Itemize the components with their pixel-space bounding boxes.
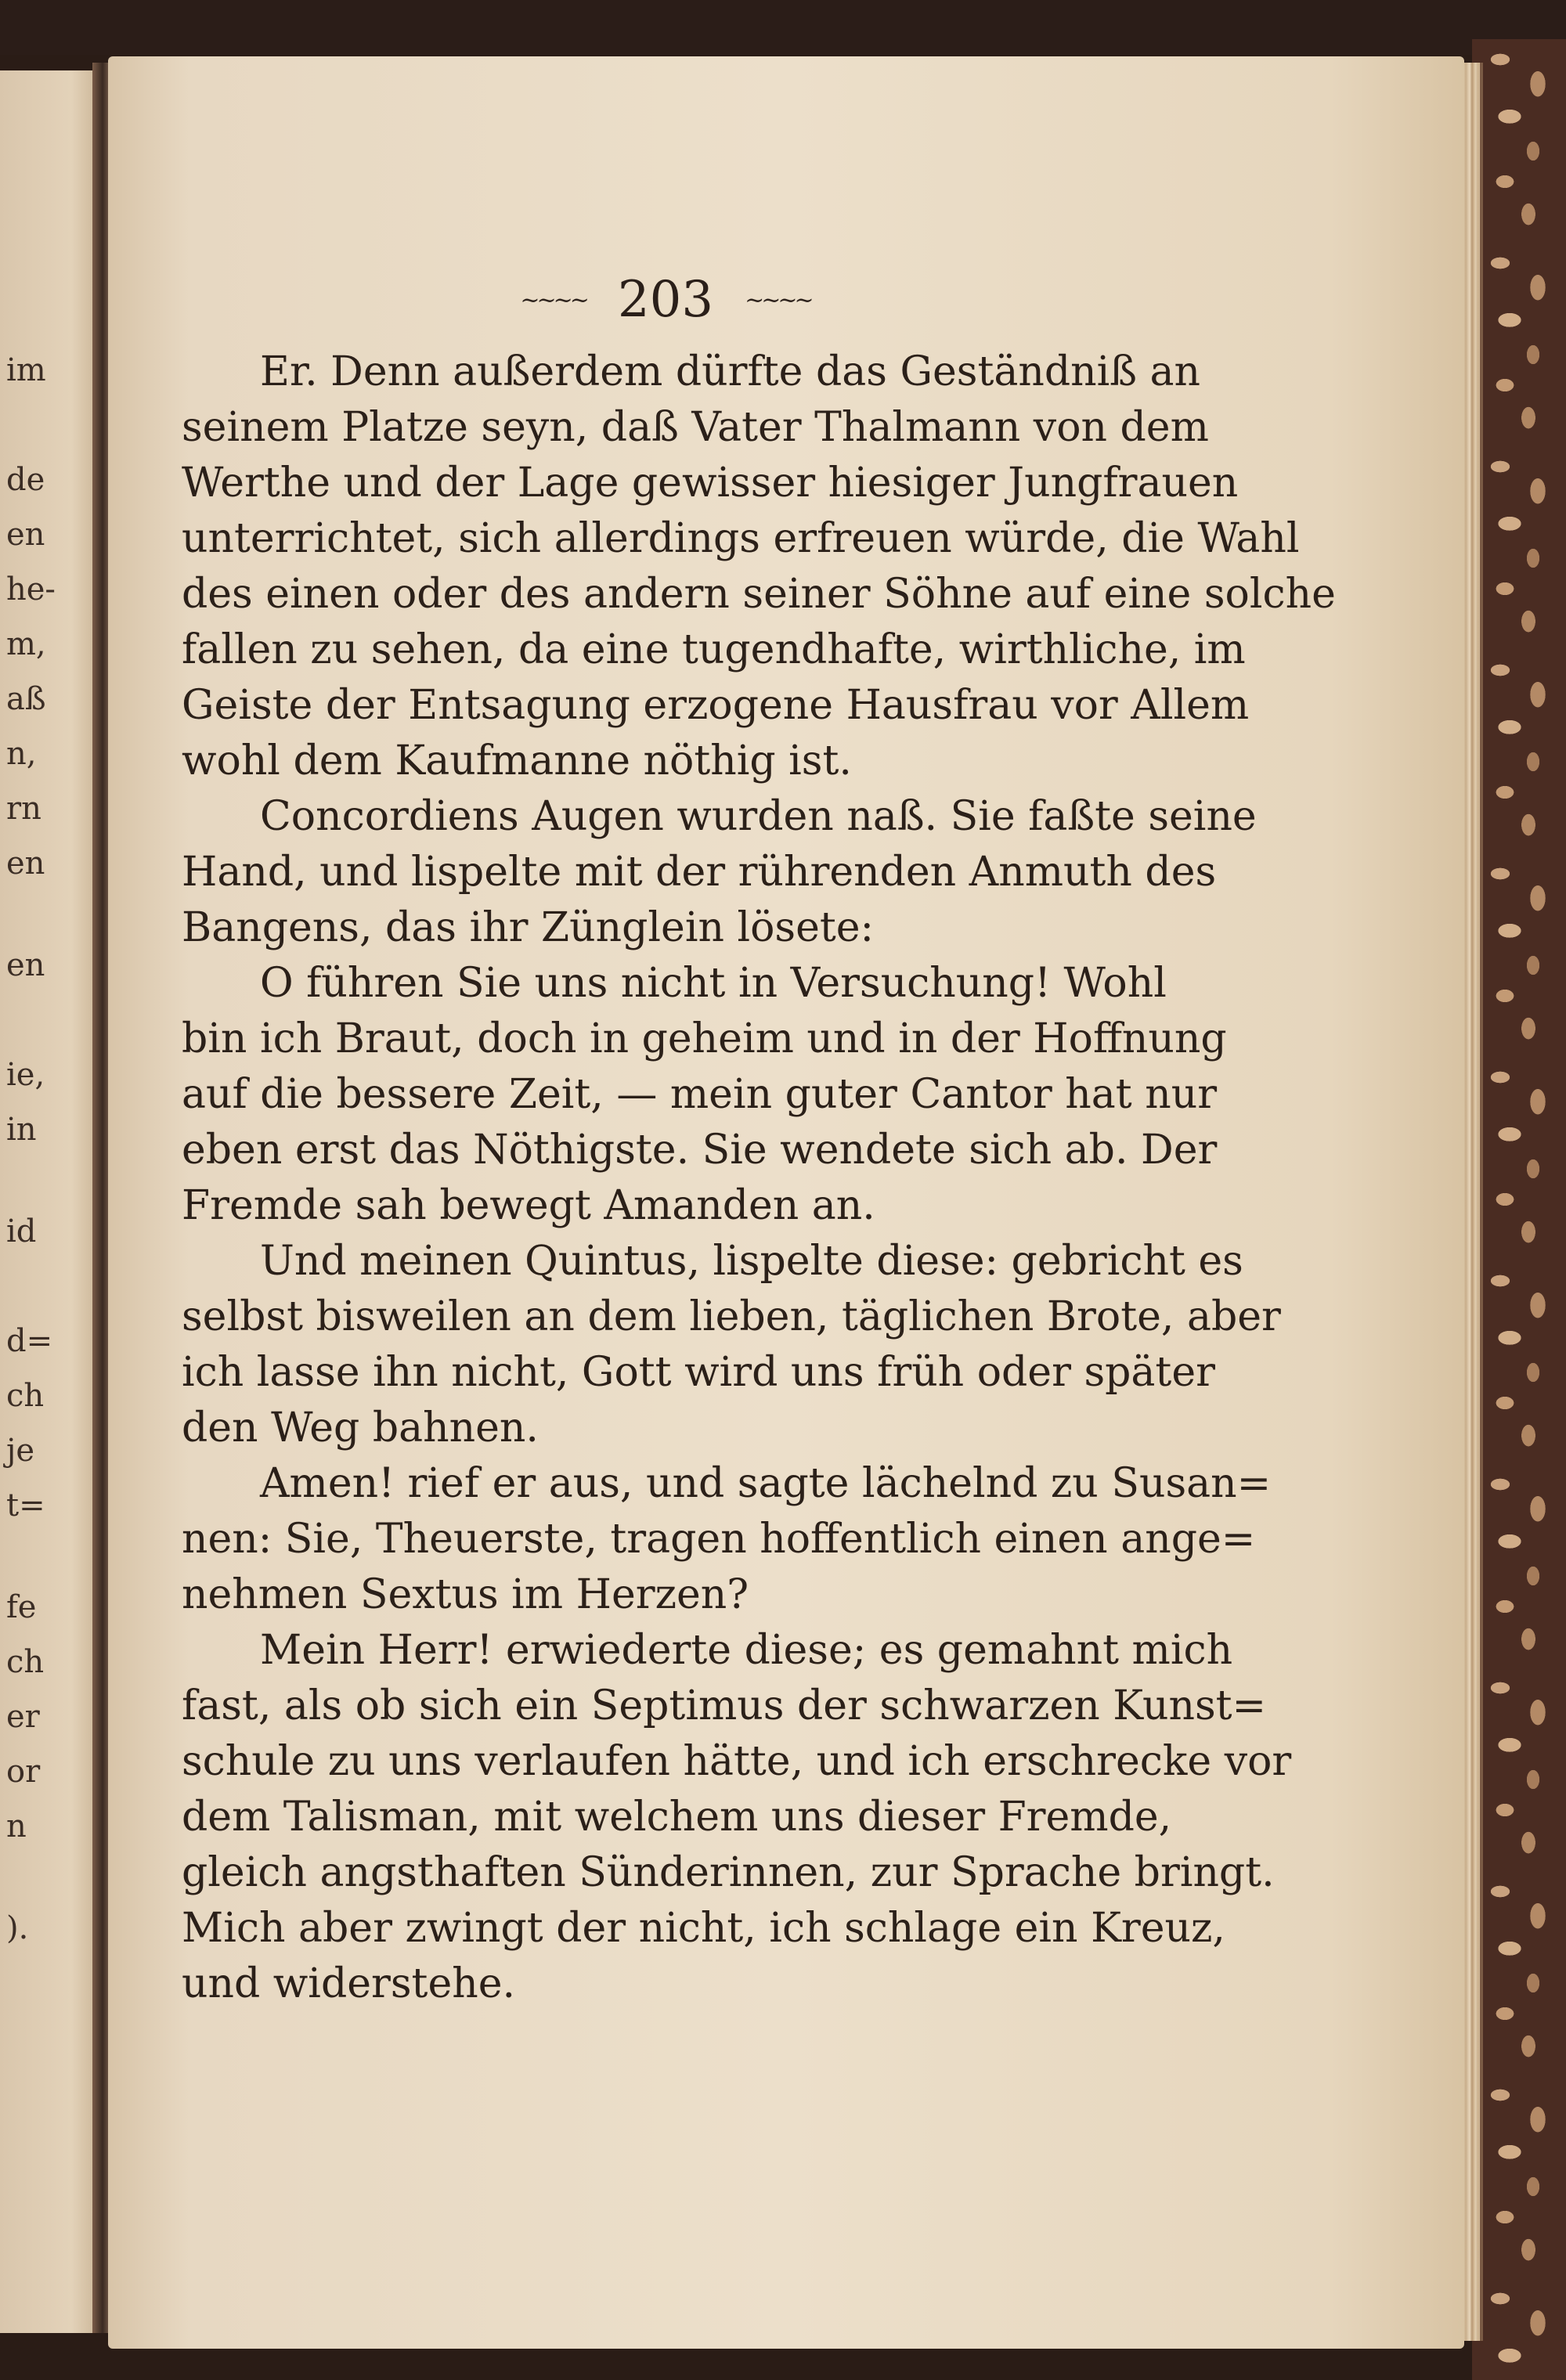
left-page-fragment: en <box>6 517 45 553</box>
left-page-fragment: id <box>6 1213 37 1250</box>
left-page-fragment: n, <box>6 736 37 772</box>
left-page-fragment: im <box>6 352 46 388</box>
text-line: Werthe und der Lage gewisser hiesiger Jungfrauen <box>182 460 1239 507</box>
text-line: gleich angsthaften Sünderinnen, zur Sprache bringt. <box>182 1849 1275 1896</box>
page-number: 203 <box>617 271 714 329</box>
text-line: Mein Herr! erwiederte diese; es gemahnt mich <box>260 1627 1233 1674</box>
left-page-fragment: in <box>6 1112 37 1148</box>
left-page-fragment: t= <box>6 1488 45 1524</box>
left-page-fragment: d= <box>6 1323 53 1359</box>
text-line: nen: Sie, Theuerste, tragen hoffentlich einen ange= <box>182 1516 1256 1563</box>
ornament-right: ~~~~ <box>745 286 811 314</box>
left-page-fragment: en <box>6 947 45 983</box>
left-page <box>0 70 102 2333</box>
left-page-fragment: fe <box>6 1589 37 1625</box>
left-page-fragment: ch <box>6 1378 45 1414</box>
text-line: unterrichtet, sich allerdings erfreuen würde, die Wahl <box>182 515 1300 562</box>
text-line: fallen zu sehen, da eine tugendhafte, wirthliche, im <box>182 626 1246 673</box>
text-line: schule zu uns verlaufen hätte, und ich erschrecke vor <box>182 1738 1292 1785</box>
text-line: Concordiens Augen wurden naß. Sie faßte seine <box>260 793 1257 840</box>
marbled-cover <box>1472 39 1566 2380</box>
page-header <box>470 265 861 335</box>
left-page-fragment: aß <box>6 681 46 717</box>
text-line: Er. Denn außerdem dürfte das Geständniß an <box>260 348 1201 395</box>
text-line: des einen oder des andern seiner Söhne auf eine solche <box>182 571 1336 618</box>
top-background <box>0 0 1566 55</box>
text-line: O führen Sie uns nicht in Versuchung! Wohl <box>260 960 1167 1007</box>
text-line: eben erst das Nöthigste. Sie wendete sich ab. Der <box>182 1127 1218 1174</box>
left-page-fragment: or <box>6 1754 41 1790</box>
left-page-fragment: ie, <box>6 1057 45 1093</box>
text-line: Amen! rief er aus, und sagte lächelnd zu Susan= <box>260 1460 1272 1507</box>
text-line: Geiste der Entsagung erzogene Hausfrau vor Allem <box>182 682 1250 729</box>
text-line: fast, als ob sich ein Septimus der schwarzen Kunst= <box>182 1682 1267 1729</box>
left-page-fragment: n <box>6 1808 27 1844</box>
left-page-fragment: m, <box>6 626 46 662</box>
text-line: Und meinen Quintus, lispelte diese: gebricht es <box>260 1238 1243 1285</box>
text-line: auf die bessere Zeit, — mein guter Cantor hat nur <box>182 1071 1218 1118</box>
left-page-fragment: rn <box>6 791 41 827</box>
text-line: Bangens, das ihr Zünglein lösete: <box>182 904 875 951</box>
text-line: ich lasse ihn nicht, Gott wird uns früh oder später <box>182 1349 1215 1396</box>
text-line: Fremde sah bewegt Amanden an. <box>182 1182 875 1229</box>
left-page-fragment: er <box>6 1699 40 1735</box>
text-line: und widerstehe. <box>182 1960 516 2007</box>
ornament-left: ~~~~ <box>520 286 586 314</box>
text-line: bin ich Braut, doch in geheim und in der Hoffnung <box>182 1015 1227 1062</box>
text-line: den Weg bahnen. <box>182 1405 539 1451</box>
text-line: dem Talisman, mit welchem uns dieser Fremde, <box>182 1794 1172 1841</box>
text-line: selbst bisweilen an dem lieben, täglichen Brote, aber <box>182 1293 1281 1340</box>
text-line: wohl dem Kaufmanne nöthig ist. <box>182 737 852 784</box>
left-page-fragment: ch <box>6 1644 45 1680</box>
text-line: Hand, und lispelte mit der rührenden Anmuth des <box>182 849 1217 896</box>
text-line: nehmen Sextus im Herzen? <box>182 1571 749 1618</box>
left-page-fragment: en <box>6 846 45 882</box>
left-page-fragment: ). <box>6 1910 29 1946</box>
body-text <box>182 344 1336 2012</box>
left-page-fragment: he- <box>6 572 56 608</box>
text-line: Mich aber zwingt der nicht, ich schlage ein Kreuz, <box>182 1905 1225 1952</box>
left-page-fragment: de <box>6 462 45 498</box>
left-page-fragment: je <box>6 1433 35 1469</box>
text-line: seinem Platze seyn, daß Vater Thalmann von dem <box>182 404 1209 451</box>
